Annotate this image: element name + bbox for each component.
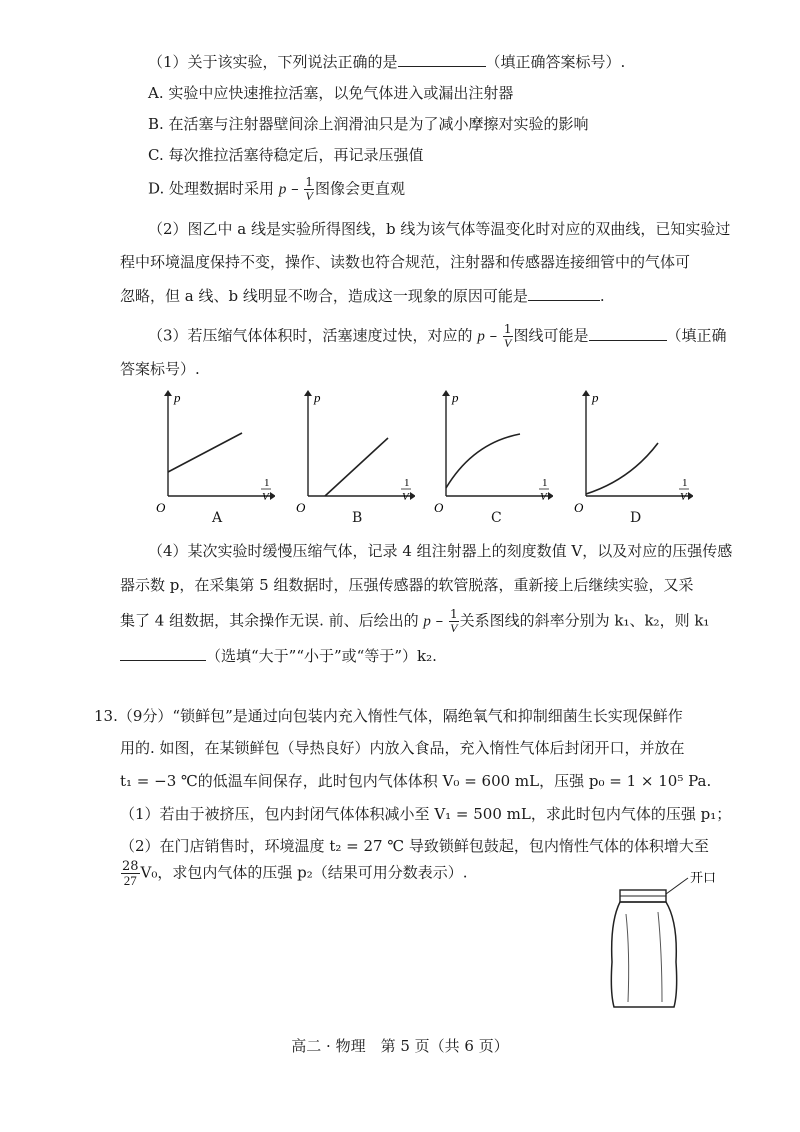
q13-line4: （1）若由于被挤压，包内封闭气体体积减小至 V₁ = 500 mL，求此时包内气体的压强 p₁； <box>120 805 732 823</box>
svg-text:V: V <box>402 491 409 503</box>
svg-text:p: p <box>592 390 599 405</box>
q12-part4-line2: 器示数 p，在采集第 5 组数据时，压强传感器的软管脱落，重新接上后继续实验，又采 <box>120 576 694 594</box>
option-c: C. 每次推拉活塞待稳定后，再记录压强值 <box>148 146 424 164</box>
q12-part2-line2: 程中环境温度保持不变，操作、读数也符合规范，注射器和传感器连接细管中的气体可 <box>120 253 691 271</box>
q13-line3: t₁ = −3 ℃的低温车间保存，此时包内气体体积 V₀ = 600 mL，压强 p₀ = 1 × 10⁵ Pa. <box>120 772 712 790</box>
page-footer: 高二 · 物理 第 5 页（共 6 页） <box>291 1037 509 1055</box>
svg-text:开口: 开口 <box>690 871 717 886</box>
svg-text:p: p <box>452 390 459 405</box>
graph-label-a: A <box>212 510 223 526</box>
q13-line5: （2）在门店销售时，环境温度 t₂ = 27 ℃ 导致锁鲜包鼓起，包内惰性气体的体积增大至 <box>120 837 709 855</box>
q12-part3-line1: （3）若压缩气体体积时，活塞速度过快，对应的 p – $\frac{1}{V}$ 图线可能是 （填正确 <box>148 322 727 350</box>
fraction-28-27: $\frac{28}{27}$ <box>122 859 139 888</box>
graph-label-b: B <box>352 510 363 526</box>
svg-text:O: O <box>434 500 444 515</box>
graph-a <box>150 388 275 523</box>
svg-text:V: V <box>680 491 687 503</box>
q12-part4-line3: 集了 4 组数据，其余操作无误. 前、后绘出的 p – $\frac{1}{V}$ 关系图线的斜率分别为 k₁、k₂，则 k₁ <box>120 607 710 635</box>
q13-line2: 用的. 如图，在某锁鲜包（导热良好）内放入食品，充入惰性气体后封闭开口，并放在 <box>120 739 685 757</box>
svg-text:p: p <box>314 390 321 405</box>
graph-c <box>428 388 553 523</box>
svg-text:V: V <box>262 491 269 503</box>
graph-d <box>568 388 693 523</box>
svg-text:1: 1 <box>404 477 410 489</box>
svg-text:1: 1 <box>682 477 688 489</box>
svg-text:O: O <box>574 500 584 515</box>
svg-text:p: p <box>174 390 181 405</box>
fresh-package-illustration <box>600 862 750 1022</box>
graph-label-c: C <box>491 510 502 526</box>
svg-text:O: O <box>156 500 166 515</box>
svg-text:V: V <box>540 491 547 503</box>
option-a: A. 实验中应快速推拉活塞，以免气体进入或漏出注射器 <box>148 84 514 102</box>
svg-text:O: O <box>296 500 306 515</box>
q13-line6: $\frac{28}{27}$ V₀，求包内气体的压强 p₂（结果可用分数表示）. <box>122 859 468 888</box>
svg-text:1: 1 <box>542 477 548 489</box>
q12-part4-line1: （4）某次实验时缓慢压缩气体，记录 4 组注射器上的刻度数值 V，以及对应的压强传感 <box>148 542 733 560</box>
option-b: B. 在活塞与注射器壁间涂上润滑油只是为了减小摩擦对实验的影响 <box>148 115 589 133</box>
q12-part3-line2: 答案标号）. <box>120 360 200 378</box>
answer-blank-1[interactable] <box>398 50 486 67</box>
graph-label-d: D <box>630 510 642 526</box>
q12-part2-line3: 忽略，但 a 线、b 线明显不吻合，造成这一现象的原因可能是 . <box>120 284 605 307</box>
q12-part1: （1）关于该实验，下列说法正确的是 （填正确答案标号）. <box>148 50 625 73</box>
fraction-1-over-v: $\frac{1}{V}$ <box>305 175 313 203</box>
option-d: D. 处理数据时采用 p – $\frac{1}{V}$ 图像会更直观 <box>148 175 406 203</box>
q12-part4-line4: （选填“大于”“小于”或“等于”）k₂. <box>120 644 437 667</box>
graph-b <box>290 388 415 523</box>
answer-blank-2[interactable] <box>528 284 600 301</box>
svg-text:1: 1 <box>264 477 270 489</box>
q12-part2-line1: （2）图乙中 a 线是实验所得图线，b 线为该气体等温变化时对应的双曲线，已知实验过 <box>148 220 731 238</box>
answer-blank-4[interactable] <box>120 644 206 661</box>
q13-line1: 13.（9分）“锁鲜包”是通过向包装内充入惰性气体，隔绝氧气和抑制细菌生长实现保鲜作 <box>94 707 683 725</box>
answer-blank-3[interactable] <box>589 324 667 341</box>
